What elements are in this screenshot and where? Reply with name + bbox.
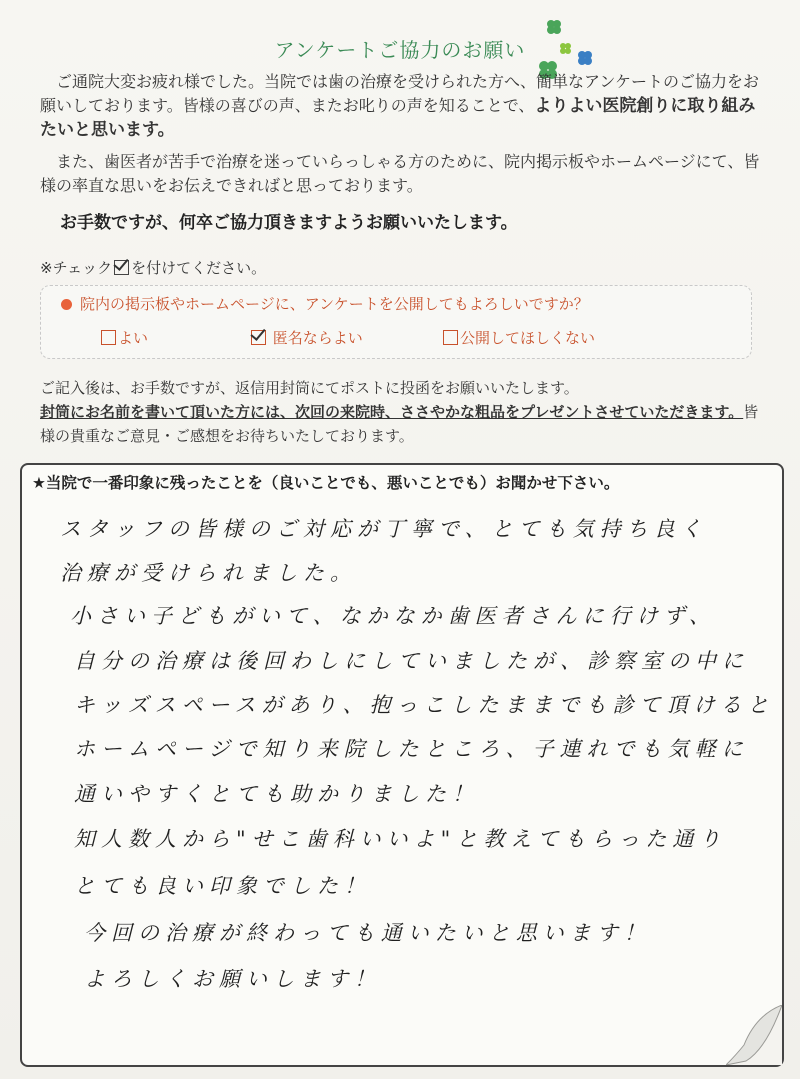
publish-question-text: 院内の掲示板やホームページに、アンケートを公開してもよろしいですか？ — [80, 295, 589, 313]
handwritten-line: 知人数人から"せこ歯科いいよ"と教えてもらった通り — [74, 827, 727, 851]
option-ok[interactable] — [99, 327, 148, 348]
postal-line-1: ご記入後は、お手数ですが、返信用封筒にてポストに投函をお願いいたします。 — [40, 379, 579, 397]
intro-paragraph-1 — [40, 70, 760, 142]
bullet-icon — [61, 299, 72, 310]
intro-text: ご通院大変お疲れ様でした。当院では歯の治療を受けられた方へ、簡単なアンケートのご協力をお願いしております。皆様の喜びの声、またお叱りの声を知ることで、 — [40, 72, 760, 115]
intro-emphasis: よりよい医院創りに取り組みたいと思います。 — [40, 96, 756, 140]
publish-permission-box — [40, 285, 752, 359]
intro-request: お手数ですが、何卒ご協力頂きますようお願いいたします。 — [60, 213, 518, 233]
handwritten-line: 自分の治療は後回わしにしていましたが、診察室の中に — [74, 649, 749, 673]
option-ok-label: よい — [118, 329, 149, 347]
handwritten-line: スタッフの皆様のご対応が丁寧で、とても気持ち良く — [60, 517, 708, 541]
check-note-suffix: を付けてください。 — [131, 259, 267, 277]
option-no-publish-checkbox[interactable] — [443, 330, 458, 345]
option-anonymous[interactable] — [249, 327, 363, 348]
handwritten-line: 今回の治療が終わっても通いたいと思います！ — [84, 921, 651, 945]
page-title: アンケートご協力のお願い — [274, 38, 526, 62]
response-heading: ★当院で一番印象に残ったことを（良いことでも、悪いことでも）お聞かせ下さい。 — [32, 474, 620, 492]
handwritten-line: ホームページで知り来院したところ、子連れでも気軽に — [74, 737, 749, 761]
gift-notice: 封筒にお名前を書いて頂いた方には、次回の来院時、ささやかな粗品をプレゼントさせていただきます。 — [40, 403, 744, 421]
handwritten-line: キッズスペースがあり、抱っこしたままでも診て頂けると — [74, 693, 775, 717]
handwritten-line: よろしくお願いします！ — [84, 967, 381, 991]
option-anonymous-checkbox[interactable] — [251, 330, 266, 345]
handwritten-line: 治療が受けられました。 — [60, 561, 357, 585]
checkbox-example-icon — [114, 260, 129, 275]
response-card — [20, 463, 784, 1067]
option-ok-checkbox[interactable] — [101, 330, 116, 345]
publish-question — [61, 293, 589, 314]
check-instruction — [40, 257, 266, 278]
handwritten-line: とても良い印象でした！ — [74, 874, 371, 898]
page-curl-icon — [726, 1005, 782, 1065]
handwritten-line: 通いやすくとても助かりました！ — [74, 782, 479, 806]
check-note-prefix: ※チェック — [40, 259, 113, 277]
intro-paragraph-2: また、歯医者が苦手で治療を迷っていらっしゃる方のために、院内掲示板やホームページにて、皆様の率直な思いをお伝えできればと思っております。 — [40, 152, 760, 195]
postal-closing: 皆様の貴重なご意見・ご感想をお待ちいたしております。 — [40, 403, 759, 445]
postal-instructions — [40, 376, 760, 448]
option-no-publish[interactable] — [441, 327, 595, 348]
option-anonymous-label: 匿名ならよい — [272, 329, 363, 347]
option-no-publish-label: 公開してほしくない — [460, 329, 596, 347]
handwritten-line: 小さい子どもがいて、なかなか歯医者さんに行けず、 — [70, 604, 716, 628]
